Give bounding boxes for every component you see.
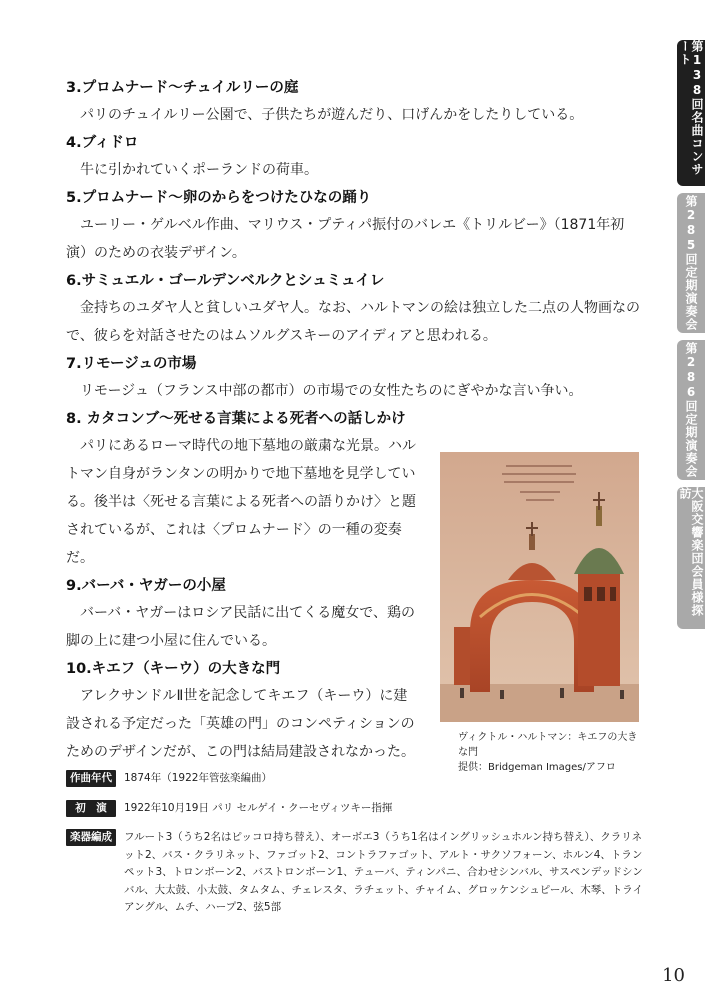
info-value: 1922年10月19日 パリ セルゲイ・クーセヴィツキー指揮 <box>124 801 393 814</box>
figure <box>440 452 639 775</box>
info-row-instrumentation <box>66 829 656 917</box>
section-body: リモージュ（フランス中部の都市）の市場での女性たちのにぎやかな言い争い。 <box>80 383 583 399</box>
info-label: 楽器編成 <box>66 829 116 846</box>
page-number: 10 <box>662 965 685 986</box>
section-title: 9.バーバ・ヤガーの小屋 <box>66 578 226 594</box>
tab-regular-285[interactable] <box>677 193 705 333</box>
section-body: ユーリー・ゲルベル作曲、マリウス・プティパ振付のバレエ《トリルビー》（1871年初演）のための衣装デザイン。 <box>66 217 625 261</box>
figure-caption <box>440 730 639 775</box>
tab-members-visit[interactable] <box>677 487 705 629</box>
caption-title: ヴィクトル・ハルトマン：キエフの大きな門 <box>458 732 638 758</box>
section-body: パリのチュイルリー公園で、子供たちが遊んだり、口げんかをしたりしている。 <box>80 107 584 123</box>
section-body: アレクサンドルⅡ世を記念してキエフ（キーウ）に建設される予定だった「英雄の門」のコンペティションのためのデザインだが、この門は結局建設されなかった。 <box>66 688 416 760</box>
section-title: 8. カタコンブ〜死せる言葉による死者への話しかけ <box>66 411 406 427</box>
section-body: パリにあるローマ時代の地下墓地の厳粛な光景。ハルトマン自身がランタンの明かりで地下墓地を見学している。後半は〈死せる言葉による死者への語りかけ〉と題されているが、これは〈プロムナード〉の一種の変奏だ。 <box>66 438 416 566</box>
tab-label: 第286回定期演奏会 <box>684 342 698 478</box>
section-body: 金持ちのユダヤ人と貧しいユダヤ人。なお、ハルトマンの絵は独立した二点の人物画なので、彼らを対話させたのはムソルグスキーのアイディアと思われる。 <box>66 300 640 344</box>
info-value: フルート3（うち2名はピッコロ持ち替え）、オーボエ3（うち1名はイングリッシュホルン持ち替え）、クラリネット2、バス・クラリネット、ファゴット2、コントラファゴット、アルト・サクソフォーン、ホルン4、トランペット3、トロンボーン2、バストロンボーン1、テューバ、ティンパニ、合わせシンバル、サスペンデッドシンバル、大太鼓、小太鼓、タムタム、チェレスタ、ラチェット、チャイム、グロッケンシュピール、木琴、トライアングル、ムチ、ハープ2、弦5部 <box>124 831 643 913</box>
section-title: 5.プロムナード〜卵のからをつけたひなの踊り <box>66 190 372 206</box>
caption-credit: 提供：Bridgeman Images/アフロ <box>458 762 616 773</box>
info-value: 1874年（1922年管弦楽編曲） <box>124 772 272 784</box>
info-label: 作曲年代 <box>66 770 116 787</box>
section-title: 3.プロムナード〜チュイルリーの庭 <box>66 80 299 96</box>
tab-label: 大阪交響楽団会員様探訪 <box>678 487 704 617</box>
info-row-premiere <box>66 800 656 818</box>
section-title: 6.サミュエル・ゴールデンベルクとシュミュイレ <box>66 273 385 289</box>
tab-concert-138[interactable] <box>677 40 705 186</box>
info-label: 初 演 <box>66 800 116 817</box>
section-body: バーバ・ヤガーはロシア民話に出てくる魔女で、鶏の脚の上に建つ小屋に住んでいる。 <box>66 605 416 649</box>
great-gate-of-kiev-painting <box>440 452 639 722</box>
section-title: 10.キエフ（キーウ）の大きな門 <box>66 661 281 677</box>
tab-label: 第285回定期演奏会 <box>684 195 698 331</box>
section-body: 牛に引かれていくポーランドの荷車。 <box>80 162 318 178</box>
tab-label: 第138回名曲コンサート <box>678 40 704 176</box>
info-row-composition-year <box>66 770 656 788</box>
section-title: 7.リモージュの市場 <box>66 356 197 372</box>
section-title: 4.ブィドロ <box>66 135 139 151</box>
tab-regular-286[interactable] <box>677 340 705 480</box>
work-info <box>66 770 656 923</box>
